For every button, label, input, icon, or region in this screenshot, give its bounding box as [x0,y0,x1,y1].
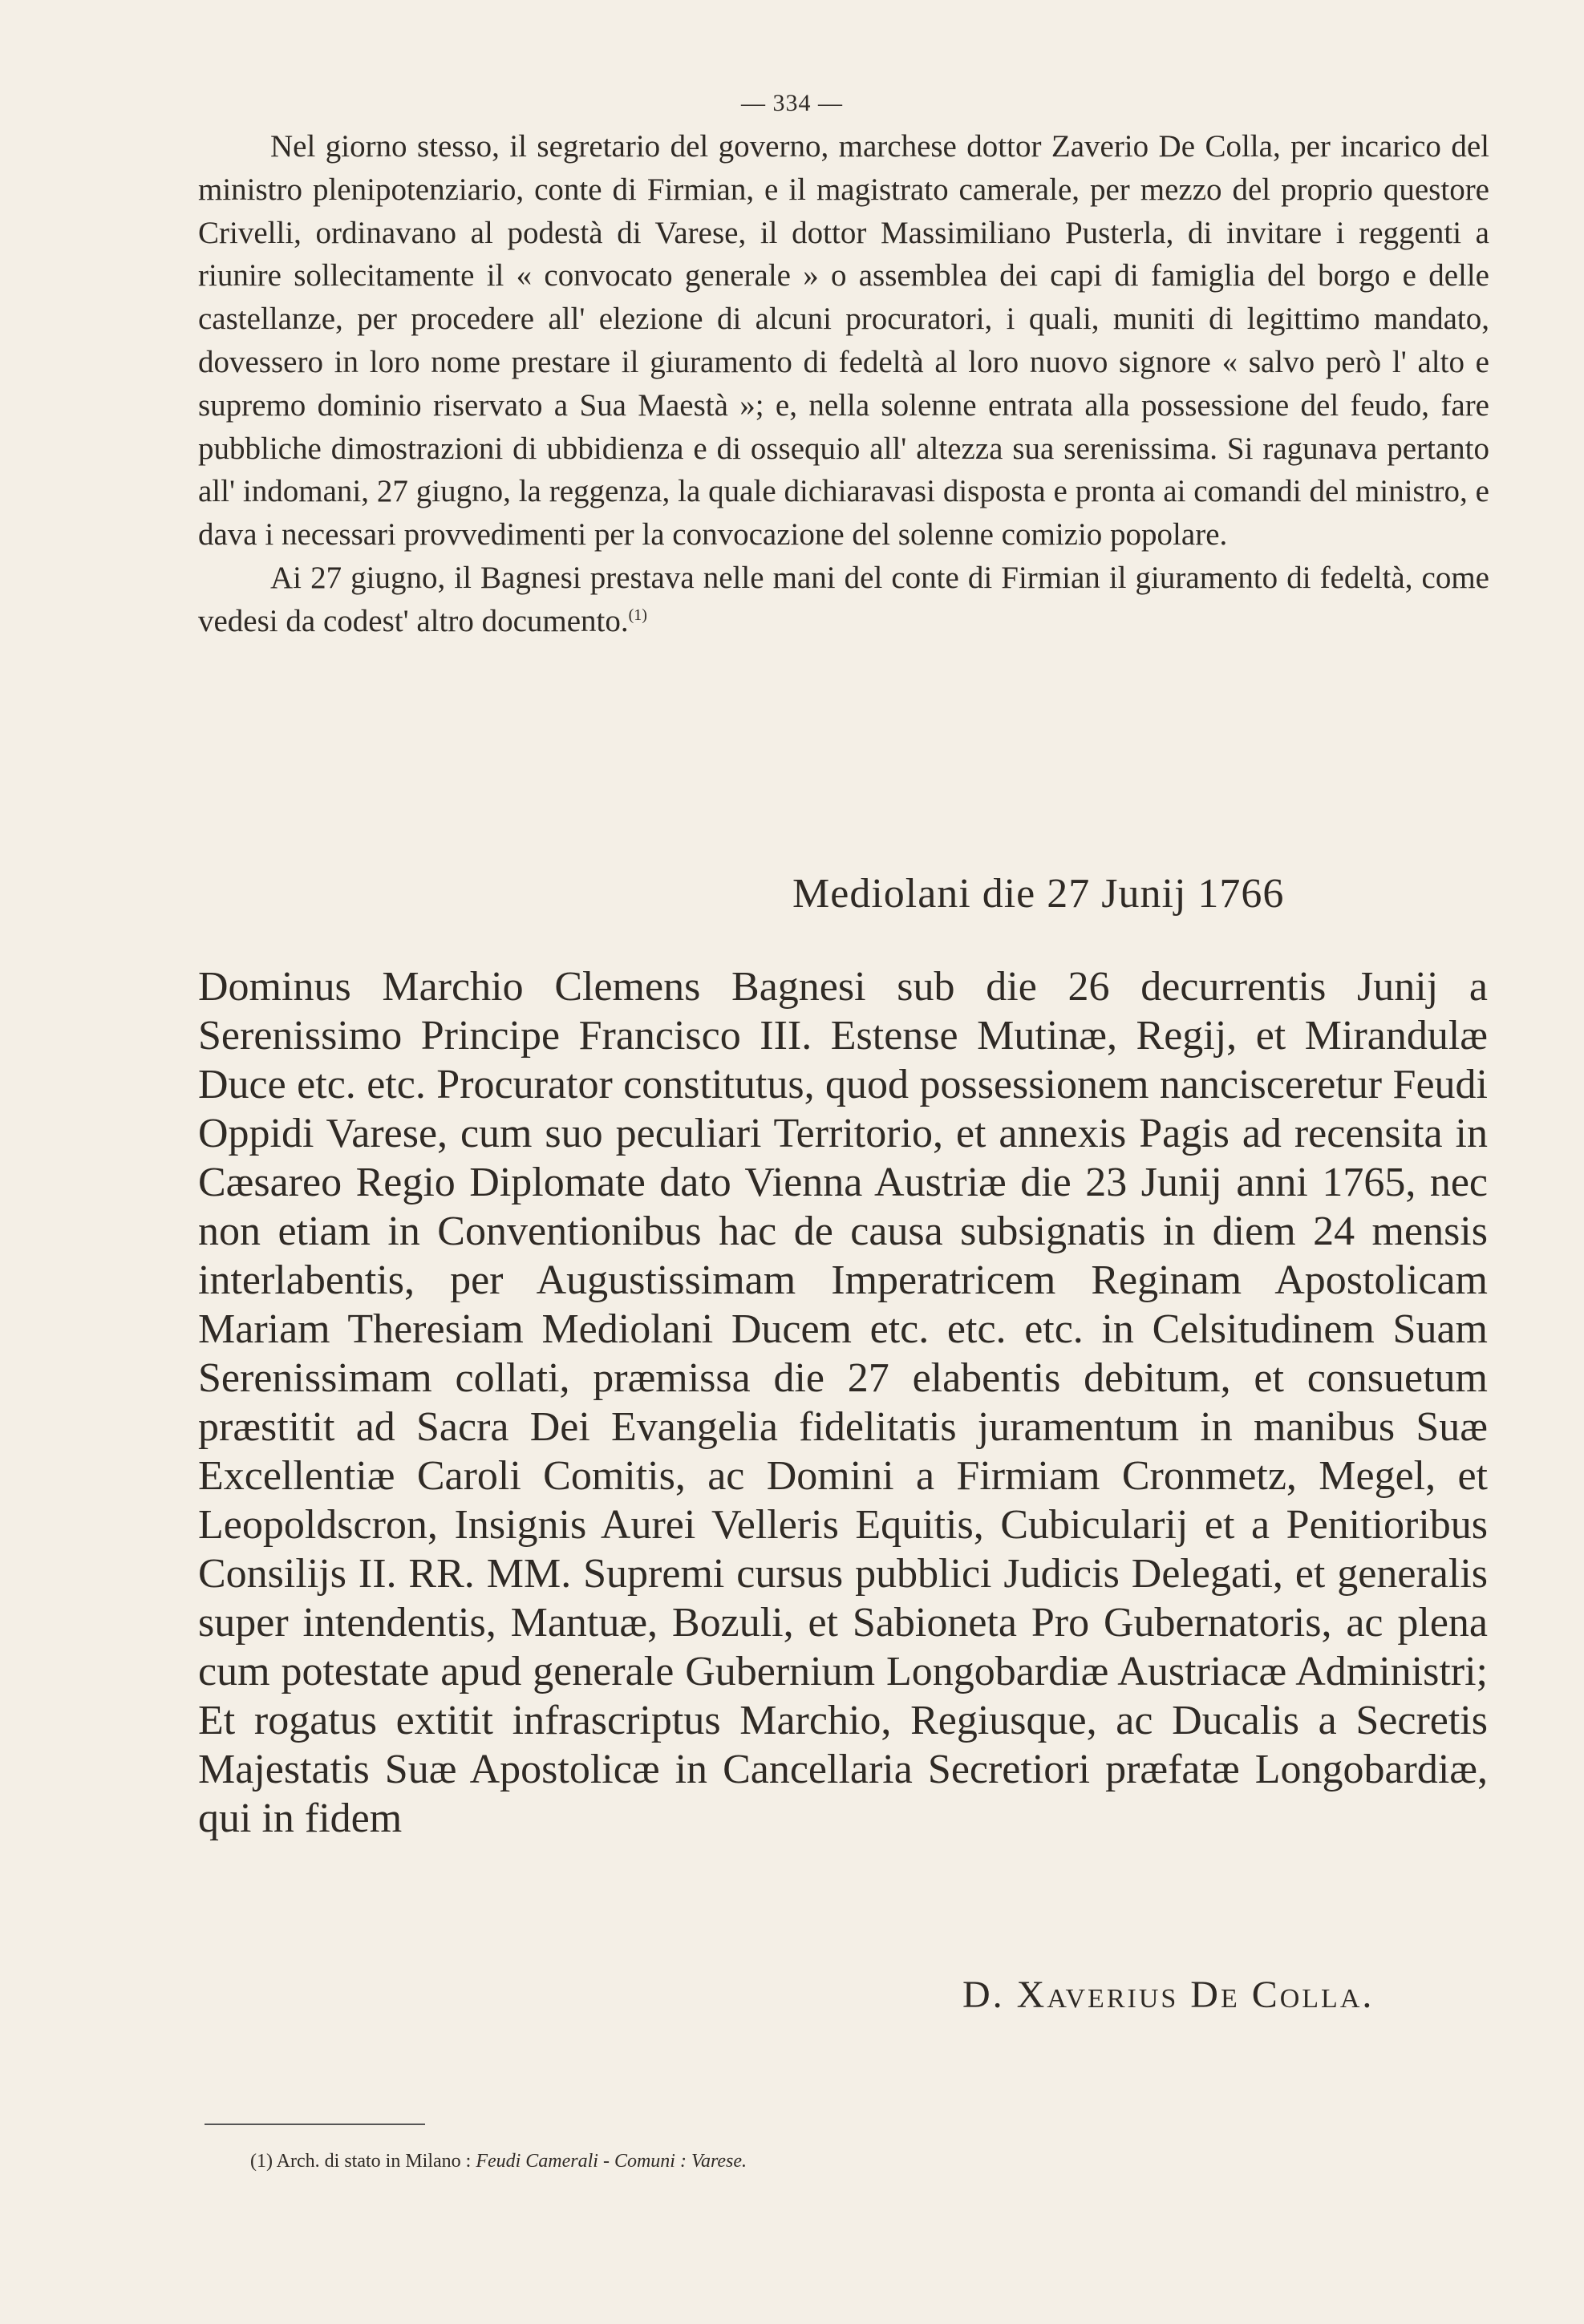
footnote-text: Arch. di stato in Milano : [276,2151,472,2172]
footnote-reference: (1) [628,605,647,624]
intro-paragraph-2 [198,557,1489,643]
document-date-line: Mediolani die 27 Junij 1766 [792,871,1285,917]
footnote-source: Feudi Camerali - Comuni : Varese. [476,2151,747,2172]
intro-text [198,125,1489,643]
footnote-divider [205,2124,425,2125]
intro-paragraph-1: Nel giorno stesso, il segretario del governo, marchese dottor Zaverio De Colla, per incarico del ministro plenipotenziario, conte di Firmian, e il magistrato camerale, per mezzo del proprio questore Crivelli, ordinavano al podestà di Varese, il dottor Massimiliano Pusterla, di invitare i reggenti a riunire sollecitamente il « convocato generale » o assemblea dei capi di famiglia del borgo e delle castellanze, per procedere all' elezione di alcuni procuratori, i quali, muniti di legittimo mandato, dovessero in loro nome prestare il giuramento di fedeltà al loro nuovo signore « salvo però l' alto e supremo dominio riservato a Sua Maestà »; e, nella solenne entrata alla possessione del feudo, fare pubbliche dimostrazioni di ubbidienza e di ossequio all' altezza sua serenissima. Si ragunava pertanto all' indomani, 27 giugno, la reggenza, la quale dichiaravasi disposta e pronta ai comandi del ministro, e dava i necessari provvedimenti per la convocazione del solenne comizio popolare. [198,129,1489,553]
footnote [250,2151,747,2172]
footnote-marker: (1) [250,2151,273,2172]
page-number: — 334 — [741,90,843,116]
signature: D. Xaverius De Colla. [962,1974,1375,2016]
latin-document-text: Dominus Marchio Clemens Bagnesi sub die 26 decurrentis Junij a Serenissimo Principe Francisco III. Estense Mutinæ, Regij, et Mirandulæ Duce etc. etc. Procurator constitutus, quod possessionem nancisceretur Feudi Oppidi Varese, cum suo peculiari Territorio, et annexis Pagis ad recensita in Cæsareo Regio Diplomate dato Vienna Austriæ die 23 Junij anni 1765, nec non etiam in Conventionibus hac de causa subsignatis in diem 24 mensis interlabentis, per Augustissimam Imperatricem Reginam Apostolicam Mariam Theresiam Mediolani Ducem etc. etc. etc. in Celsitudinem Suam Serenissimam collati, præmissa die 27 elabentis debitum, et consuetum præstitit ad Sacra Dei Evangelia fidelitatis juramentum in manibus Suæ Excellentiæ Caroli Comitis, ac Domini a Firmiam Cronmetz, Megel, et Leopoldscron, Insignis Aurei Velleris Equitis, Cubicularij et a Penitioribus Consilijs II. RR. MM. Supremi cursus pubblici Judicis Delegati, et generalis super intendentis, Mantuæ, Bozuli, et Sabioneta Pro Gubernatoris, ac plena cum potestate apud generale Gubernium Longobardiæ Austriacæ Administri; Et rogatus extitit infrascriptus Marchio, Regiusque, ac Ducalis a Secretis Majestatis Suæ Apostolicæ in Cancellaria Secretiori præfatæ Longobardiæ, qui in fidem [198,964,1488,1841]
intro-paragraph-2-text: Ai 27 giugno, il Bagnesi prestava nelle mani del conte di Firmian il giuramento di fedeltà, come vedesi da codest' altro documento. [198,560,1489,638]
